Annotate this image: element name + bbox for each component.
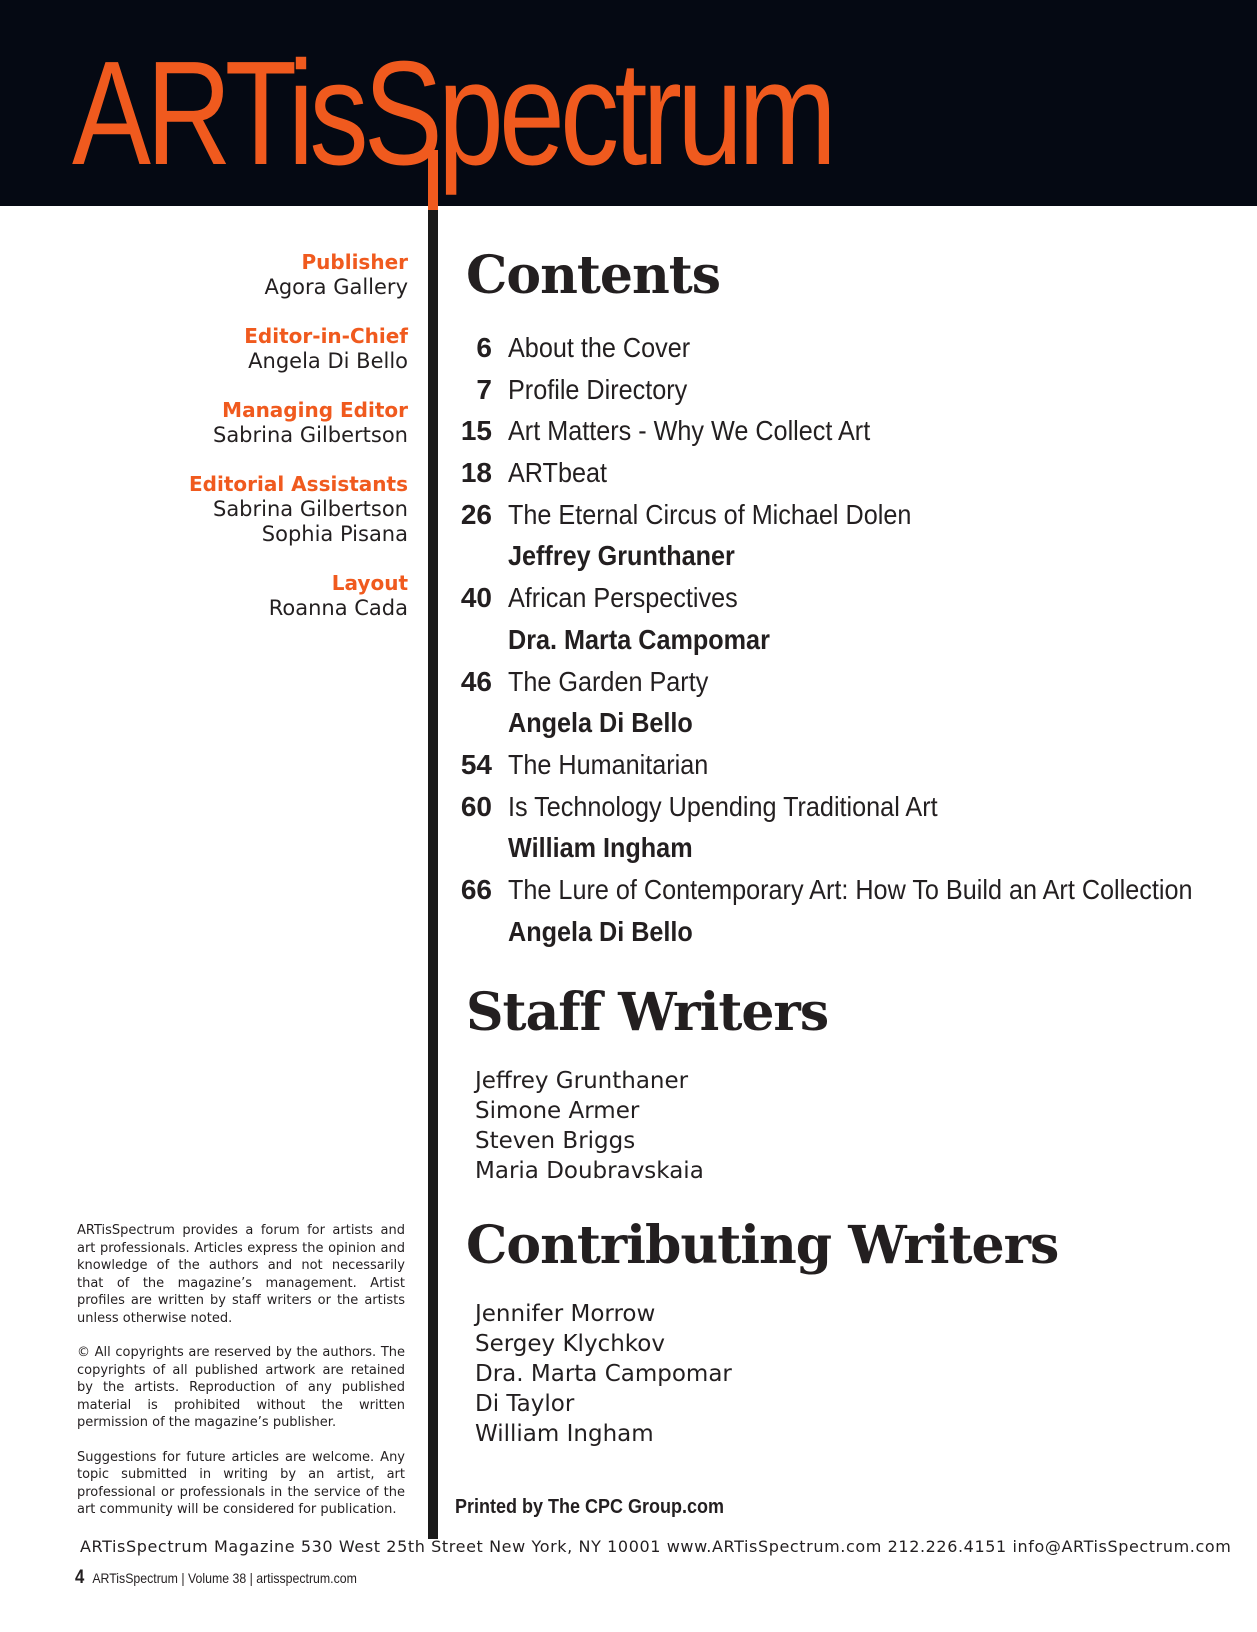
credit-name: Agora Gallery — [264, 275, 408, 299]
footer-text: ARTisSpectrum | Volume 38 | artisspectrum.com — [92, 1570, 357, 1586]
credit-role: Layout — [331, 571, 408, 595]
credit-managing-editor — [48, 398, 408, 448]
toc-entry — [456, 327, 1236, 369]
toc-title: The Lure of Contemporary Art: How To Build an Art Collection — [508, 873, 1193, 905]
toc-page-number: 26 — [460, 498, 492, 530]
toc-page-number: 54 — [460, 748, 492, 780]
toc-author: William Ingham — [508, 832, 693, 864]
staff-writers-list — [475, 1066, 704, 1186]
contents-heading: Contents — [466, 245, 721, 306]
toc-entry — [456, 494, 1236, 536]
toc-author-row — [456, 619, 1236, 661]
contributing-writers-list — [475, 1299, 732, 1449]
toc-page-number: 18 — [460, 457, 492, 489]
copyright-paragraph: © All copyrights are reserved by the authors. The copyrights of all published artwork are retained by the artists. Reproduction of any published material is prohibited without the written permission of the magazine’s publisher. — [77, 1345, 405, 1430]
credit-editor-in-chief — [48, 324, 408, 374]
toc-author-row — [456, 702, 1236, 744]
toc-title: African Perspectives — [508, 582, 738, 614]
contributing-writer: William Ingham — [475, 1421, 654, 1447]
credit-layout — [48, 571, 408, 621]
toc-title: The Humanitarian — [508, 748, 709, 780]
contributing-writer: Sergey Klychkov — [475, 1331, 665, 1357]
staff-writer: Maria Doubravskaia — [475, 1158, 704, 1184]
toc-author-row — [456, 911, 1236, 953]
table-of-contents — [456, 327, 1236, 952]
staff-writers-heading: Staff Writers — [466, 982, 829, 1043]
toc-title: Is Technology Upending Traditional Art — [508, 790, 938, 822]
toc-page-number: 46 — [460, 665, 492, 697]
toc-author: Jeffrey Grunthaner — [508, 540, 735, 572]
contributing-writer: Jennifer Morrow — [475, 1301, 656, 1327]
page-footer — [75, 1567, 357, 1589]
credit-name: Angela Di Bello — [248, 349, 408, 373]
staff-writer: Jeffrey Grunthaner — [475, 1068, 689, 1094]
disclaimer-paragraph: ARTisSpectrum provides a forum for artists and art professionals. Articles express the opinion and knowledge of the authors and not necessarily that of the magazine’s management. Artist profiles are written by staff writers or the artists unless otherwise noted. — [77, 1223, 405, 1326]
printed-by: Printed by The CPC Group.com — [455, 1496, 725, 1518]
toc-entry — [456, 786, 1236, 828]
toc-page-number: 7 — [476, 373, 492, 405]
page-number: 4 — [75, 1567, 85, 1588]
toc-author: Angela Di Bello — [508, 707, 693, 739]
toc-page-number: 66 — [460, 873, 492, 905]
credit-role: Publisher — [301, 250, 408, 274]
credit-editorial-assistants — [48, 472, 408, 547]
toc-page-number: 6 — [476, 332, 492, 363]
toc-entry — [456, 869, 1236, 911]
contributing-writers-heading: Contributing Writers — [466, 1215, 1059, 1276]
staff-writer: Simone Armer — [475, 1098, 640, 1124]
toc-entry — [456, 410, 1236, 452]
masthead-title: ARTisSpectrum — [72, 31, 833, 196]
toc-page-number: 60 — [460, 790, 492, 822]
staff-writer: Steven Briggs — [475, 1128, 636, 1154]
toc-entry — [456, 369, 1236, 411]
toc-entry — [456, 452, 1236, 494]
credit-publisher — [48, 250, 408, 300]
toc-title: About the Cover — [508, 332, 691, 363]
contributing-writer: Dra. Marta Campomar — [475, 1361, 732, 1387]
credit-name: Sophia Pisana — [261, 522, 408, 546]
toc-author: Dra. Marta Campomar — [508, 623, 770, 655]
toc-entry — [456, 577, 1236, 619]
toc-title: Art Matters - Why We Collect Art — [508, 415, 871, 447]
disclaimer-text — [77, 1222, 405, 1536]
toc-title: The Eternal Circus of Michael Dolen — [508, 498, 912, 530]
credit-name: Roanna Cada — [268, 596, 408, 620]
credit-role: Editor-in-Chief — [244, 324, 408, 348]
column-divider — [428, 206, 438, 1539]
address-line: ARTisSpectrum Magazine 530 West 25th Street New York, NY 10001 www.ARTisSpectrum.com 212.226.4151 info@ARTisSpectrum.com — [80, 1537, 1232, 1556]
credit-name: Sabrina Gilbertson — [212, 497, 408, 521]
toc-author-row — [456, 535, 1236, 577]
suggestions-paragraph: Suggestions for future articles are welcome. Any topic submitted in writing by an artist, art professional or professionals in the service of the art community will be considered for publication. — [77, 1449, 405, 1517]
toc-entry — [456, 744, 1236, 786]
toc-author: Angela Di Bello — [508, 915, 693, 947]
toc-title: ARTbeat — [508, 457, 607, 489]
toc-title: The Garden Party — [508, 665, 709, 697]
toc-title: Profile Directory — [508, 373, 688, 405]
toc-page-number: 40 — [460, 582, 492, 614]
toc-author-row — [456, 827, 1236, 869]
toc-page-number: 15 — [460, 415, 492, 447]
credit-role: Managing Editor — [222, 398, 408, 422]
toc-entry — [456, 661, 1236, 703]
credits-column — [48, 250, 408, 645]
credit-role: Editorial Assistants — [189, 472, 408, 496]
contributing-writer: Di Taylor — [475, 1391, 575, 1417]
credit-name: Sabrina Gilbertson — [212, 423, 408, 447]
